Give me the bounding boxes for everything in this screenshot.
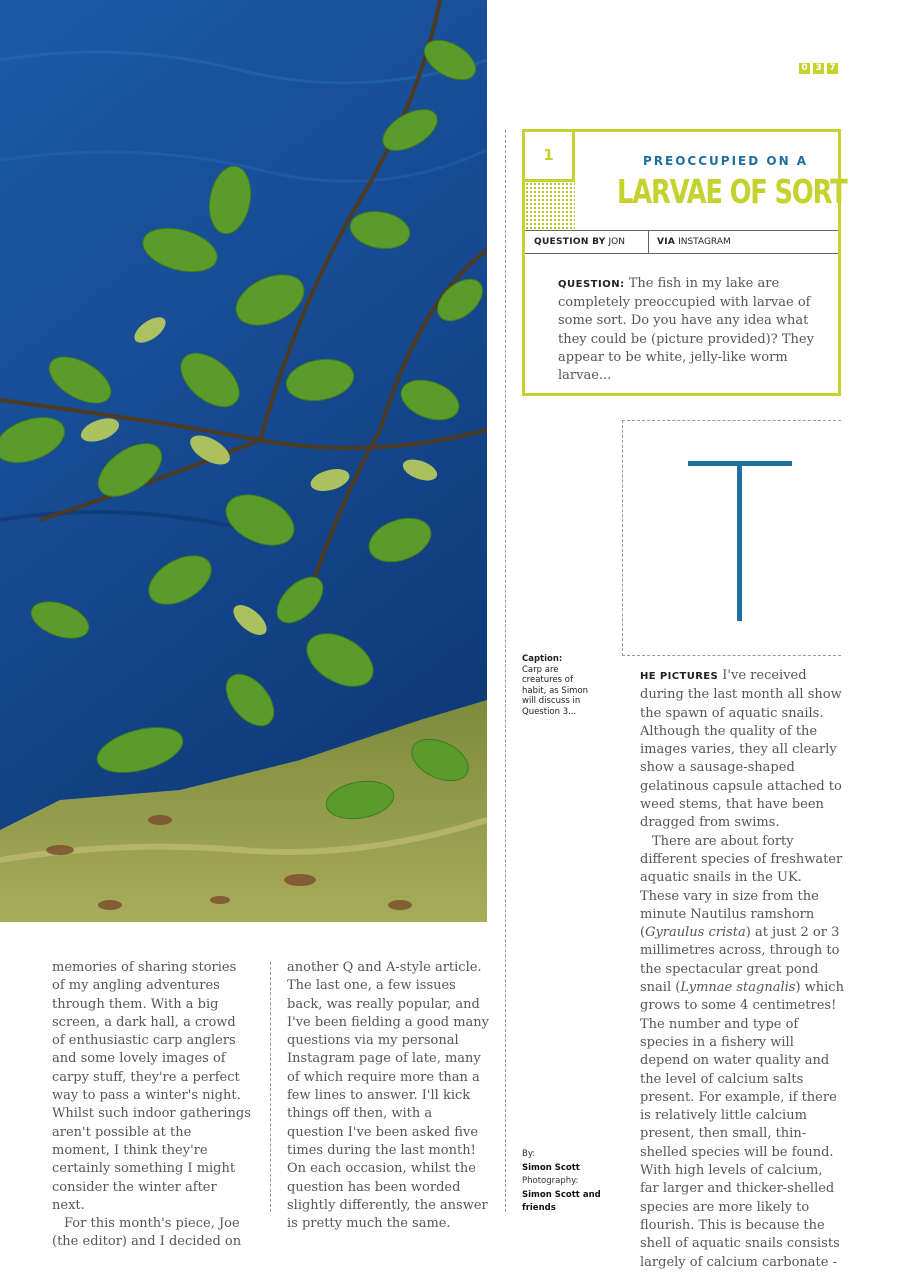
body-column-2 [287, 959, 492, 1233]
paragraph: For this month's piece, Joe (the editor) and I decided on [52, 1216, 242, 1250]
question-by-value: JON [608, 237, 625, 247]
byline [522, 1148, 602, 1216]
species-name: Lymnae stagnalis [680, 980, 796, 996]
lake-photo [0, 0, 487, 922]
body-column-3 [640, 667, 845, 1272]
photo-caption [522, 654, 592, 718]
page-digit: 3 [813, 63, 824, 74]
drop-cap-stem [737, 461, 742, 621]
question-box [522, 129, 847, 396]
body-column-1 [52, 959, 252, 1252]
column-divider [270, 962, 271, 1212]
drop-cap [622, 420, 841, 656]
page-digit: 7 [827, 63, 838, 74]
photographer-name: Simon Scott and friends [522, 1189, 601, 1213]
column-divider [505, 130, 506, 1212]
paragraph: another Q and A-style article. The last one, a few issues back, was really popular, and I've been fielding a good many questions via my personal Instagram page of late, many of which require more than a few lines to answer. I'll kick things off then, with a question I've been asked five times during the last month! On each occasion, whilst the question has been worded slightly differently, the answer is pretty much the same. [287, 960, 490, 1232]
paragraph: memories of sharing stories of my angling adventures through them. With a big screen, a dark hall, a crowd of enthusiastic carp anglers and some lovely images of carpy stuff, they're a perfect way to pass a winter's night. Whilst such indoor gatherings aren't possible at the moment, I think they're certainly something I might consider the winter after next. [52, 960, 251, 1213]
paragraph-text: ) at just 2 or 3 millimetres across, through to the spectacular great pond snail ( [640, 925, 840, 996]
caption-text: Carp are creatures of habit, as Simon will discuss in Question 3... [522, 664, 589, 717]
lead-in: HE PICTURES [640, 671, 719, 682]
headline-kicker: PREOCCUPIED ON A [643, 154, 809, 168]
author-name: Simon Scott [522, 1162, 580, 1173]
question-meta [525, 230, 838, 254]
by-label: By: [522, 1149, 536, 1159]
via-label: VIA [657, 237, 676, 247]
dot-pattern [525, 182, 575, 230]
caption-label: Caption: [522, 654, 563, 664]
page-number [799, 63, 838, 74]
headline: LARVAE OF SORT [617, 172, 847, 211]
page-digit: 0 [799, 63, 810, 74]
question-number: 1 [525, 132, 575, 182]
paragraph: I've received during the last month all show the spawn of aquatic snails. Although the quality of the images varies, they all clearly show a sausage-shaped gelatinous capsule attached to weed stems, that have been dragged from swims. [640, 668, 842, 831]
paragraph-text: There are about forty different species of freshwater aquatic snails in the UK. These vary in size from the minute Nautilus ramshorn ( [640, 833, 843, 941]
paragraph-text: ) which grows to some 4 centimetres! The number and type of species in a fishery will depend on water quality and the level of calcium salts present. For example, if there is relatively little calcium present, then small, thin-shelled species will be found. With high levels of calcium, far larger and thicker-shelled species are more likely to flourish. This is because the shell of aquatic snails consists largely of calcium carbonate - [640, 980, 844, 1270]
question-by-label: QUESTION BY [534, 237, 606, 247]
via-value: INSTAGRAM [678, 237, 731, 247]
question-text [558, 275, 814, 385]
photography-label: Photography: [522, 1176, 579, 1186]
question-body: The fish in my lake are completely preoccupied with larvae of some sort. Do you have any idea what they could be (picture provided)? They appear to be white, jelly-like worm larvae... [558, 276, 814, 384]
question-label: QUESTION: [558, 279, 625, 290]
species-name: Gyraulus crista [645, 925, 746, 941]
